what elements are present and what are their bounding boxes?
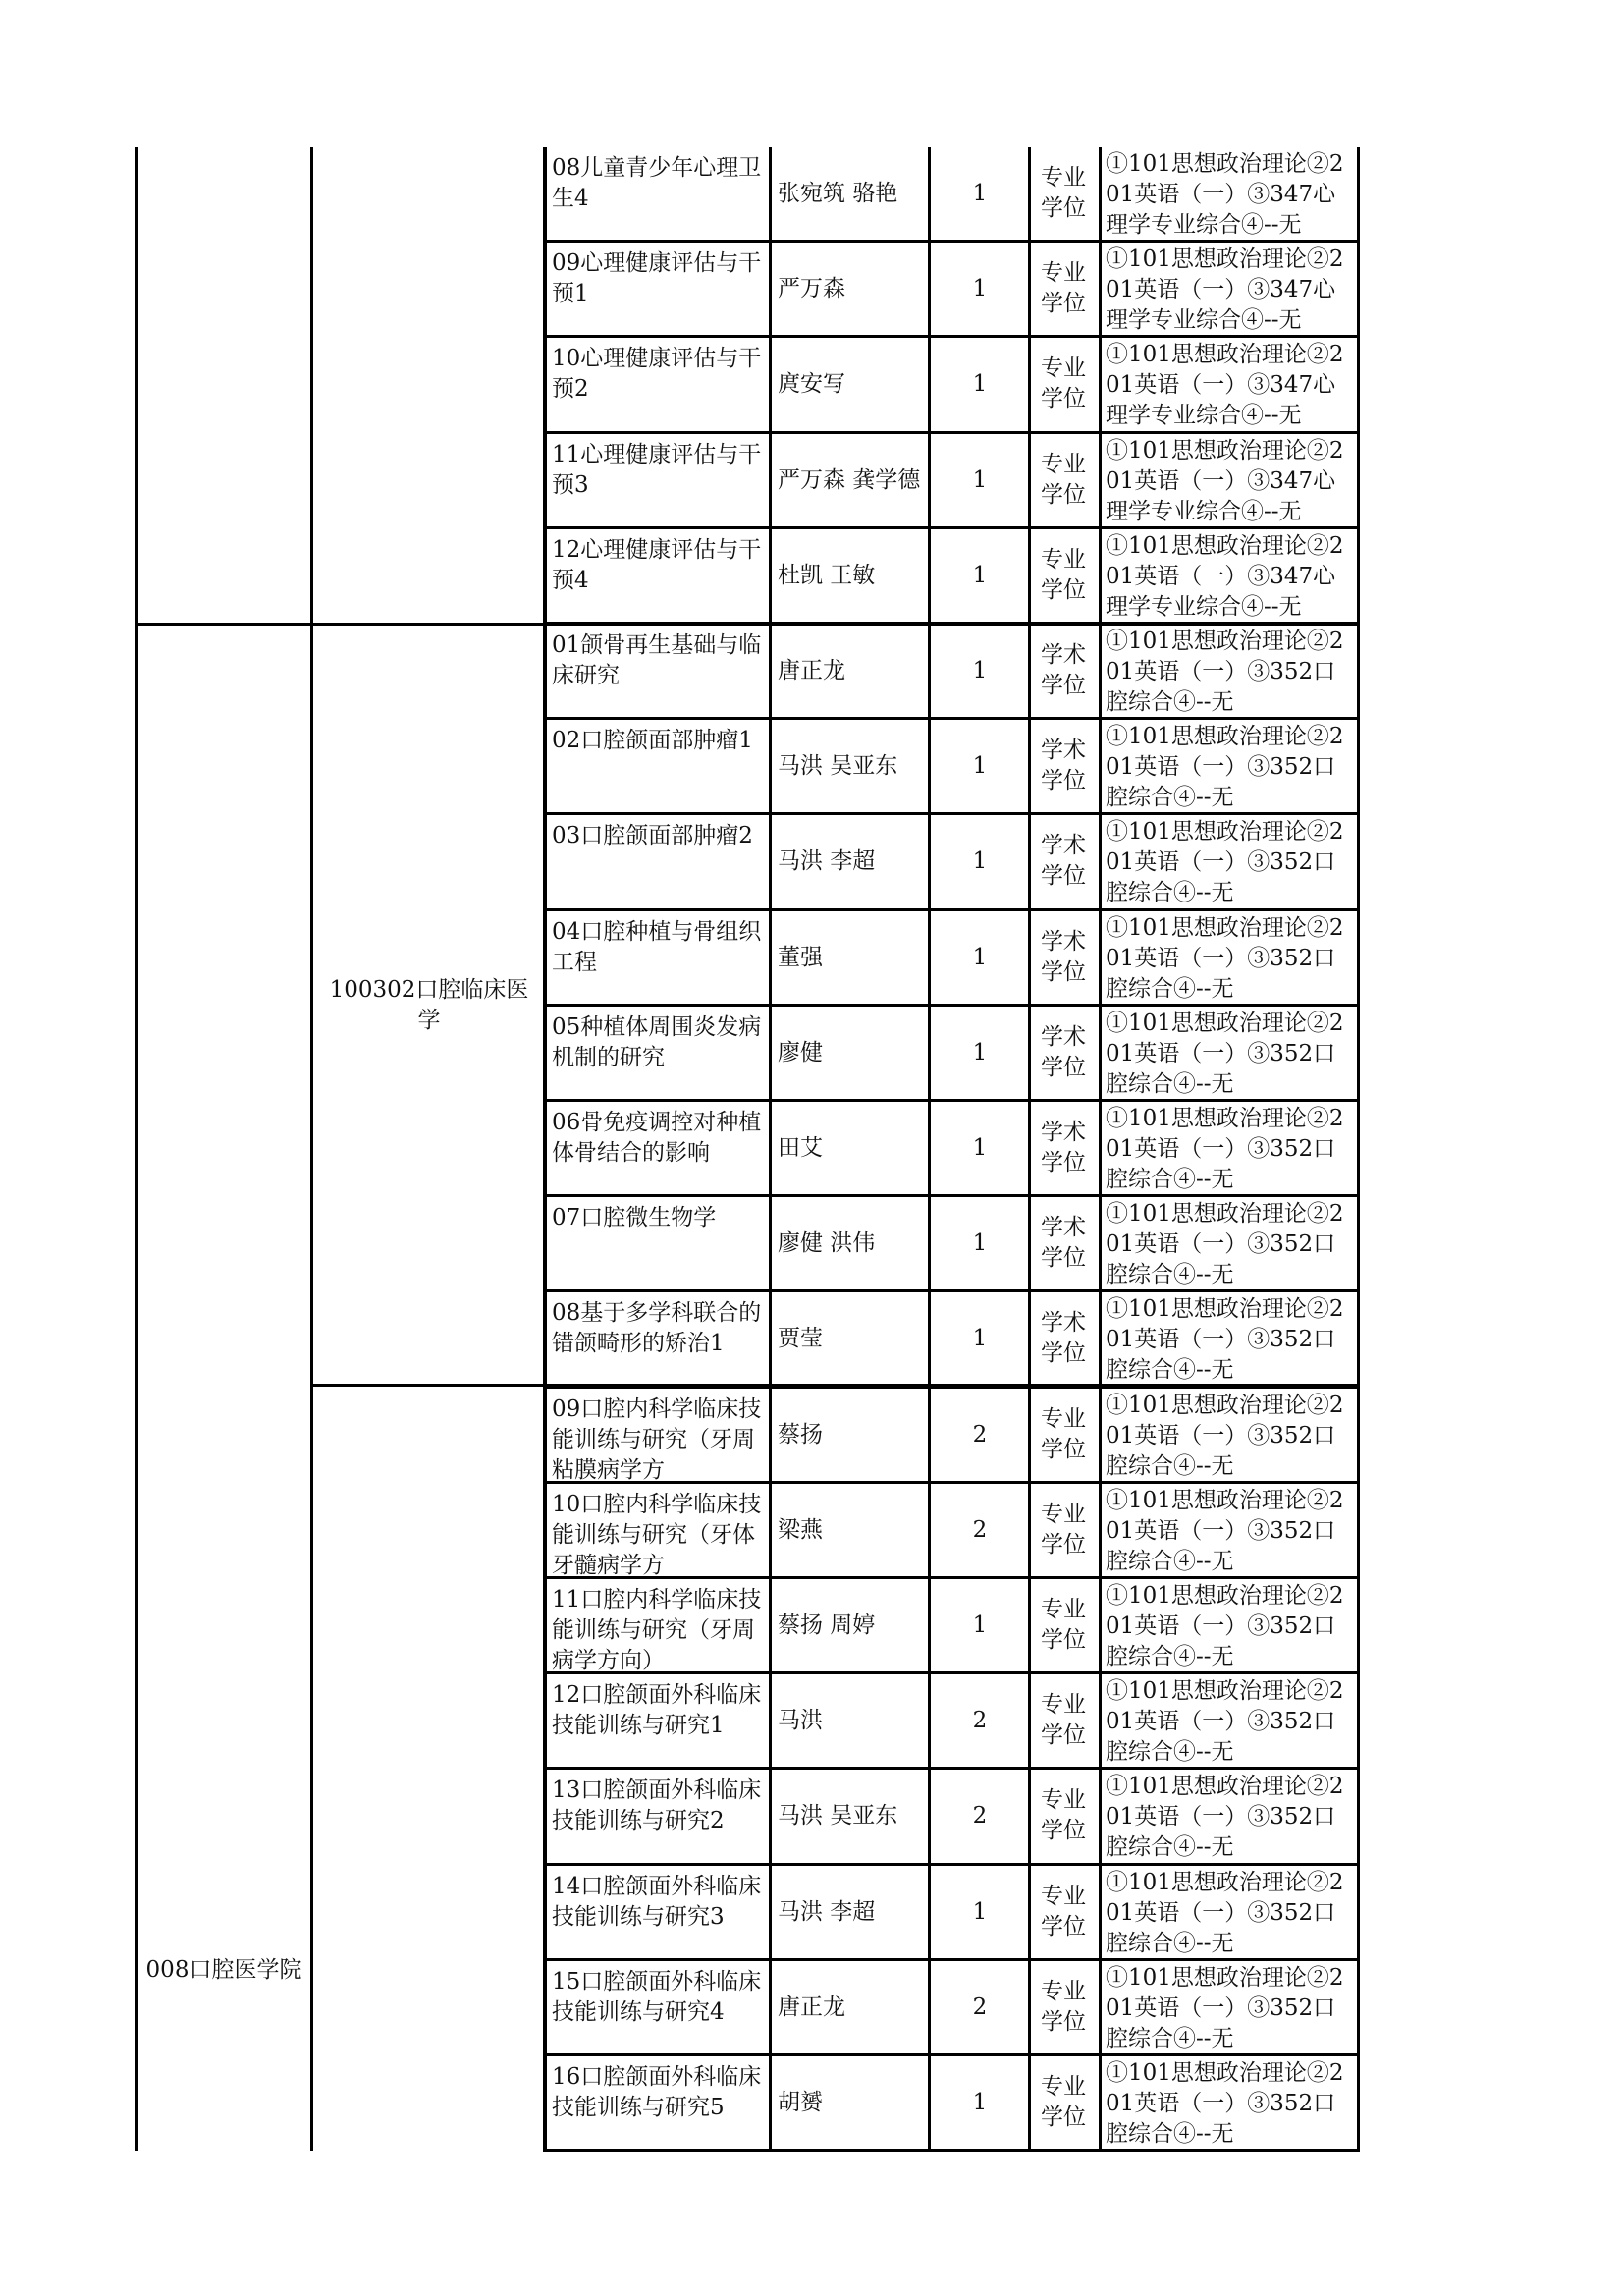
- tutor-cell: 张宛筑 骆艳: [778, 180, 898, 206]
- exam-subjects: ①101思想政治理论②201英语（一）③352口腔综合④--无: [1106, 1393, 1344, 1479]
- direction-cell: 09口腔内科学临床技能训练与研究（牙周粘膜病学方: [552, 1396, 762, 1481]
- exam-subjects: ①101思想政治理论②201英语（一）③352口腔综合④--无: [1106, 1011, 1344, 1097]
- direction-cell: 01颌骨再生基础与临床研究: [552, 632, 762, 688]
- degree-type: 专业学位: [1041, 1406, 1086, 1462]
- direction-cell: 02口腔颌面部肿瘤1: [552, 728, 753, 753]
- enrollment-count: 2: [972, 1516, 988, 1543]
- degree-type: 专业学位: [1041, 1884, 1086, 1940]
- major-cell: [312, 625, 546, 1387]
- degree-type: 专业学位: [1041, 260, 1086, 316]
- degree-type: 专业学位: [1041, 165, 1086, 221]
- enrollment-count: 1: [972, 562, 988, 588]
- direction-cell: 08基于多学科联合的错颌畸形的矫治1: [552, 1300, 762, 1356]
- exam-subjects: ①101思想政治理论②201英语（一）③352口腔综合④--无: [1106, 1583, 1344, 1669]
- exam-subjects: ①101思想政治理论②201英语（一）③352口腔综合④--无: [1106, 1774, 1344, 1860]
- exam-subjects: ①101思想政治理论②201英语（一）③352口腔综合④--无: [1106, 1965, 1344, 2051]
- direction-cell: 06骨免疫调控对种植体骨结合的影响: [552, 1110, 762, 1166]
- enrollment-count: 1: [972, 180, 988, 206]
- degree-type: 专业学位: [1041, 1692, 1086, 1748]
- enrollment-count: 2: [972, 1802, 988, 1829]
- enrollment-count: 1: [972, 944, 988, 970]
- direction-cell: 10心理健康评估与干预2: [552, 346, 762, 402]
- direction-cell: 14口腔颌面外科临床技能训练与研究3: [552, 1874, 762, 1930]
- exam-subjects: ①101思想政治理论②201英语（一）③347心理学专业综合④--无: [1106, 246, 1344, 333]
- direction-cell: 04口腔种植与骨组织工程: [552, 919, 762, 975]
- exam-subjects: ①101思想政治理论②201英语（一）③347心理学专业综合④--无: [1106, 342, 1344, 428]
- enrollment-count: 1: [972, 1612, 988, 1638]
- tutor-cell: 马洪 李超: [778, 1898, 876, 1925]
- border-num: [1028, 147, 1031, 2151]
- exam-subjects: ①101思想政治理论②201英语（一）③352口腔综合④--无: [1106, 1870, 1344, 1956]
- table-bottom: [543, 2149, 1360, 2152]
- border-right: [1357, 147, 1360, 2151]
- tutor-cell: 马洪 吴亚东: [778, 752, 898, 779]
- tutor-cell: 蔡扬: [778, 1421, 823, 1448]
- enrollment-count: 1: [972, 657, 988, 683]
- enrollment-count: 2: [972, 1707, 988, 1733]
- degree-type: 专业学位: [1041, 1597, 1086, 1653]
- enrollment-count: 1: [972, 370, 988, 397]
- enrollment-count: 1: [972, 275, 988, 301]
- direction-cell: 09心理健康评估与干预1: [552, 250, 762, 306]
- enrollment-count: 1: [972, 1134, 988, 1161]
- tutor-cell: 马洪: [778, 1707, 823, 1733]
- exam-subjects: ①101思想政治理论②201英语（一）③352口腔综合④--无: [1106, 915, 1344, 1002]
- tutor-cell: 蔡扬 周婷: [778, 1612, 876, 1638]
- exam-subjects: ①101思想政治理论②201英语（一）③352口腔综合④--无: [1106, 1296, 1344, 1383]
- major-name: 100302口腔临床医学: [329, 977, 529, 1033]
- degree-type: 学术学位: [1041, 1120, 1086, 1175]
- direction-cell: 12口腔颌面外科临床技能训练与研究1: [552, 1682, 762, 1738]
- degree-type: 专业学位: [1041, 1502, 1086, 1558]
- degree-type: 学术学位: [1041, 1215, 1086, 1271]
- degree-type: 专业学位: [1041, 1979, 1086, 2035]
- degree-type: 学术学位: [1041, 1024, 1086, 1080]
- enrollment-count: 2: [972, 1994, 988, 2020]
- border-college: [310, 147, 313, 2151]
- enrollment-count: 1: [972, 2089, 988, 2115]
- direction-cell: 11口腔内科学临床技能训练与研究（牙周病学方向）: [552, 1587, 762, 1671]
- exam-subjects: ①101思想政治理论②201英语（一）③352口腔综合④--无: [1106, 629, 1344, 715]
- enrollment-count: 1: [972, 752, 988, 779]
- tutor-cell: 庹安写: [778, 370, 845, 397]
- border-major: [543, 147, 547, 2151]
- border-direction: [769, 147, 772, 2151]
- college-name: 008口腔医学院: [145, 1957, 302, 1983]
- degree-type: 专业学位: [1041, 1787, 1086, 1843]
- tutor-cell: 严万森: [778, 275, 845, 301]
- tutor-cell: 杜凯 王敏: [778, 562, 876, 588]
- tutor-cell: 梁燕: [778, 1516, 823, 1543]
- direction-cell: 07口腔微生物学: [552, 1205, 717, 1230]
- tutor-cell: 马洪 吴亚东: [778, 1802, 898, 1829]
- enrollment-count: 1: [972, 1039, 988, 1066]
- enrollment-count: 1: [972, 1898, 988, 1925]
- exam-subjects: ①101思想政治理论②201英语（一）③352口腔综合④--无: [1106, 819, 1344, 905]
- direction-cell: 11心理健康评估与干预3: [552, 442, 762, 498]
- direction-cell: 13口腔颌面外科临床技能训练与研究2: [552, 1777, 762, 1833]
- border-type: [1099, 147, 1102, 2151]
- tutor-cell: 胡赟: [778, 2089, 823, 2115]
- direction-cell: 03口腔颌面部肿瘤2: [552, 823, 753, 848]
- degree-type: 学术学位: [1041, 1310, 1086, 1366]
- degree-type: 学术学位: [1041, 833, 1086, 889]
- exam-subjects: ①101思想政治理论②201英语（一）③347心理学专业综合④--无: [1106, 533, 1344, 620]
- tutor-cell: 董强: [778, 944, 823, 970]
- degree-type: 学术学位: [1041, 738, 1086, 793]
- enrollment-count: 1: [972, 466, 988, 493]
- tutor-cell: 廖健 洪伟: [778, 1230, 876, 1256]
- border-left: [135, 147, 138, 2151]
- enrollment-count: 2: [972, 1421, 988, 1448]
- degree-type: 学术学位: [1041, 929, 1086, 985]
- degree-type: 专业学位: [1041, 547, 1086, 603]
- direction-cell: 10口腔内科学临床技能训练与研究（牙体牙髓病学方: [552, 1492, 762, 1576]
- tutor-cell: 唐正龙: [778, 1994, 845, 2020]
- tutor-cell: 马洪 李超: [778, 847, 876, 874]
- tutor-cell: 廖健: [778, 1039, 823, 1066]
- degree-type: 专业学位: [1041, 2074, 1086, 2130]
- degree-type: 专业学位: [1041, 355, 1086, 411]
- exam-subjects: ①101思想政治理论②201英语（一）③352口腔综合④--无: [1106, 1488, 1344, 1574]
- direction-cell: 16口腔颌面外科临床技能训练与研究5: [552, 2064, 762, 2120]
- border-tutor: [928, 147, 931, 2151]
- exam-subjects: ①101思想政治理论②201英语（一）③347心理学专业综合④--无: [1106, 438, 1344, 524]
- tutor-cell: 贾莹: [778, 1325, 823, 1351]
- exam-subjects: ①101思想政治理论②201英语（一）③352口腔综合④--无: [1106, 724, 1344, 810]
- exam-subjects: ①101思想政治理论②201英语（一）③352口腔综合④--无: [1106, 2060, 1344, 2147]
- direction-cell: 08儿童青少年心理卫生4: [552, 155, 762, 211]
- direction-cell: 05种植体周围炎发病机制的研究: [552, 1014, 762, 1070]
- degree-type: 学术学位: [1041, 642, 1086, 698]
- major-divider: [310, 1384, 1360, 1387]
- enrollment-count: 1: [972, 847, 988, 874]
- college-divider: [135, 623, 1360, 626]
- exam-subjects: ①101思想政治理论②201英语（一）③352口腔综合④--无: [1106, 1106, 1344, 1192]
- degree-type: 专业学位: [1041, 452, 1086, 508]
- enrollment-count: 1: [972, 1230, 988, 1256]
- direction-cell: 15口腔颌面外科临床技能训练与研究4: [552, 1969, 762, 2025]
- exam-subjects: ①101思想政治理论②201英语（一）③352口腔综合④--无: [1106, 1678, 1344, 1765]
- exam-subjects: ①101思想政治理论②201英语（一）③352口腔综合④--无: [1106, 1201, 1344, 1287]
- exam-subjects: ①101思想政治理论②201英语（一）③347心理学专业综合④--无: [1106, 151, 1344, 238]
- enrollment-count: 1: [972, 1325, 988, 1351]
- college-cell: [137, 625, 310, 2151]
- tutor-cell: 严万森 龚学德: [778, 466, 921, 493]
- tutor-cell: 唐正龙: [778, 657, 845, 683]
- tutor-cell: 田艾: [778, 1134, 823, 1161]
- direction-cell: 12心理健康评估与干预4: [552, 537, 762, 593]
